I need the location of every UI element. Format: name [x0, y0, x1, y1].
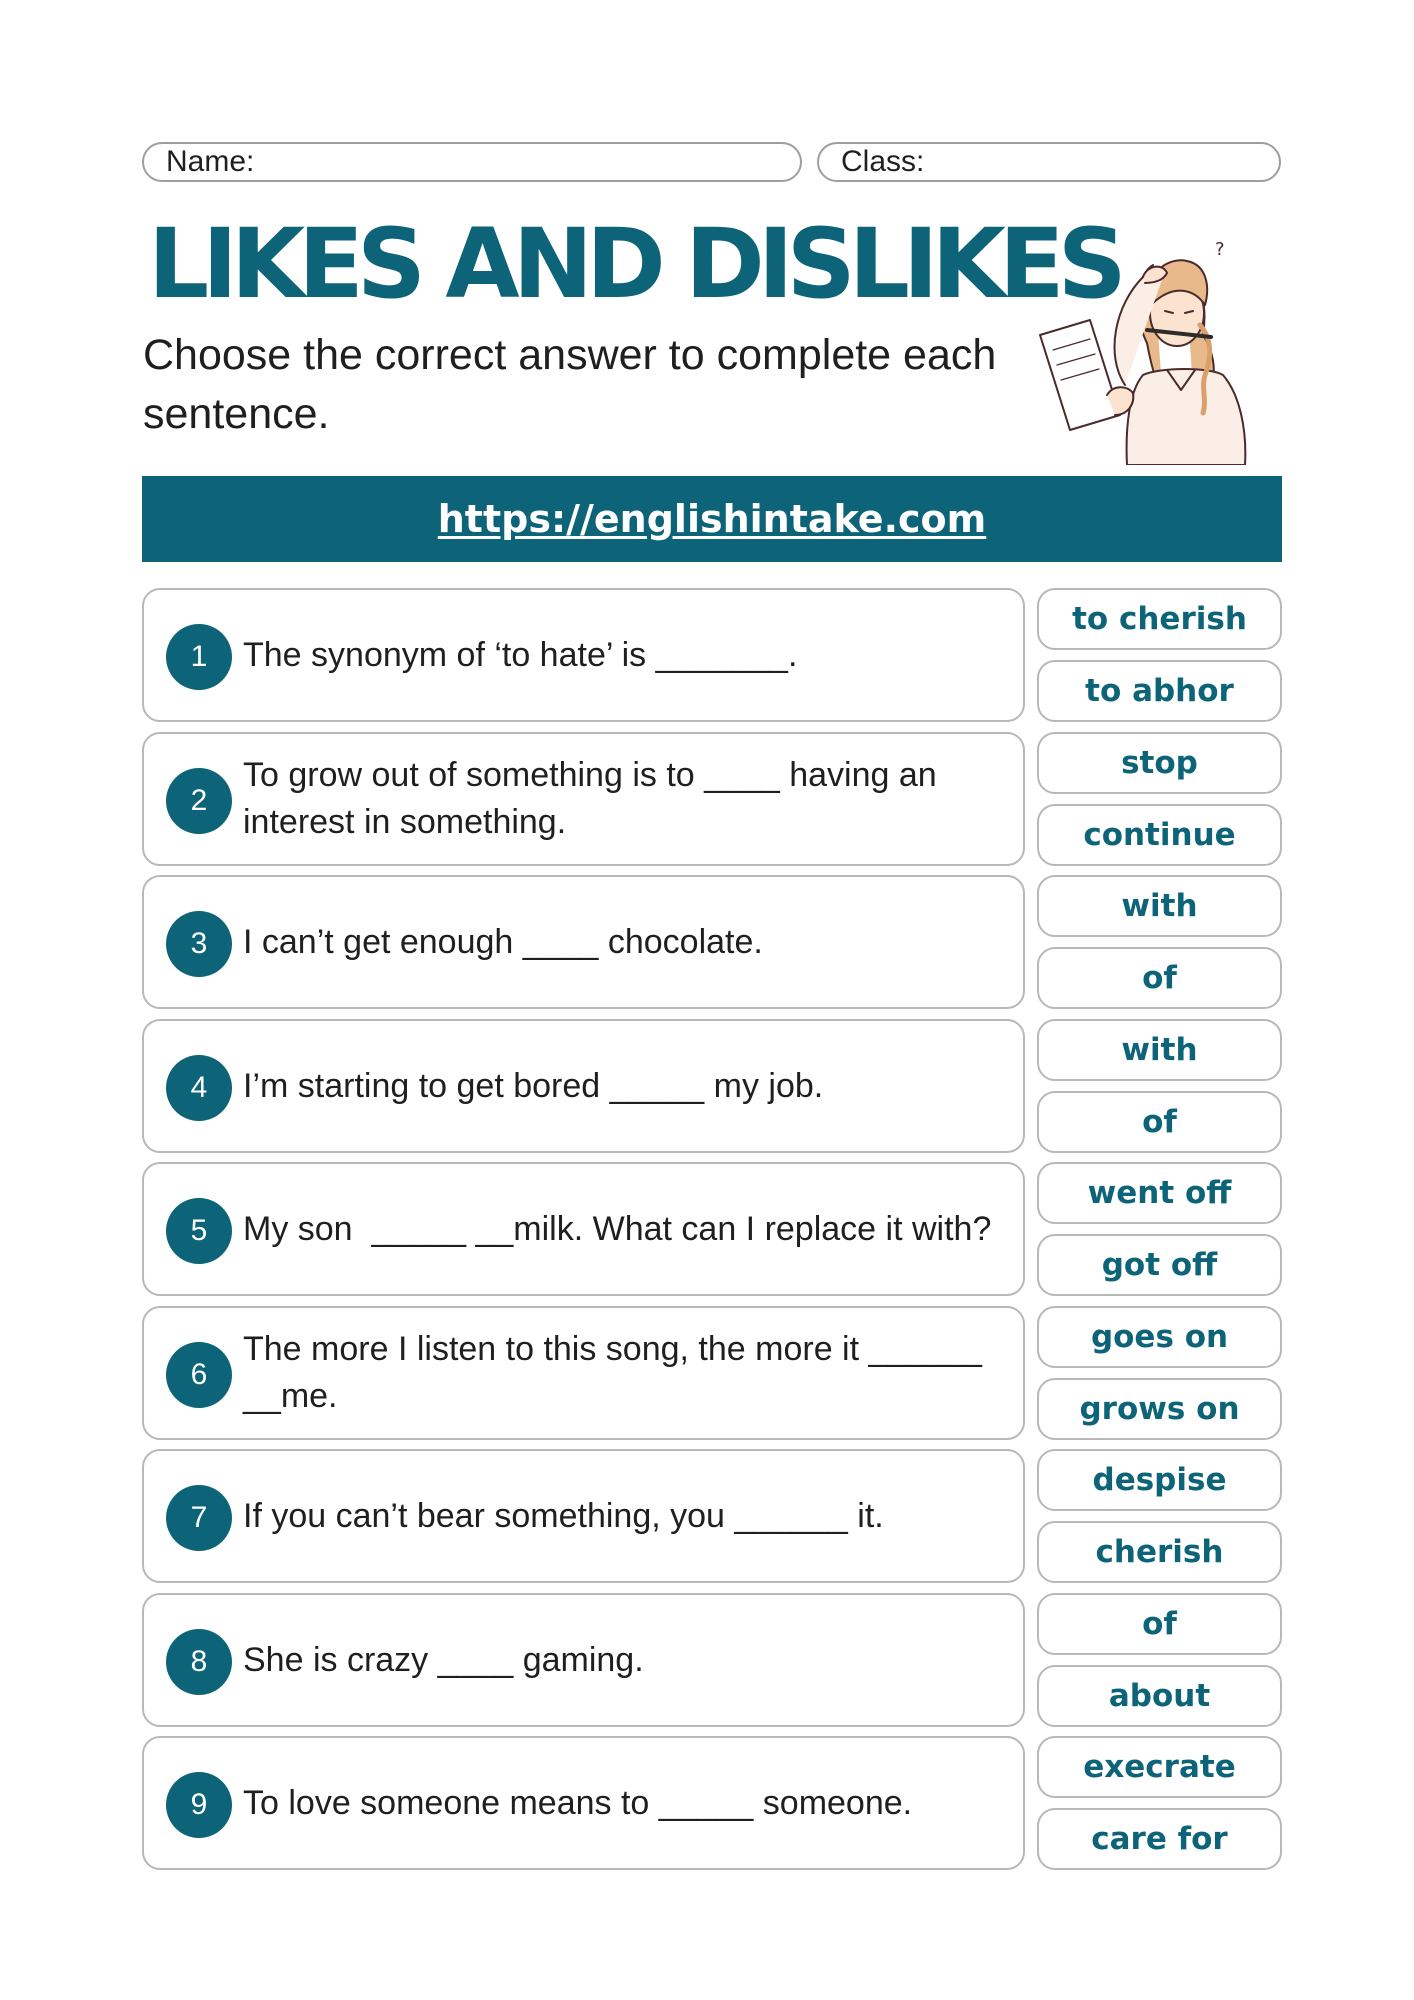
question-text: I’m starting to get bored _____ my job. — [243, 1066, 824, 1105]
answer-option[interactable]: of — [1037, 947, 1282, 1009]
question-number: 3 — [166, 911, 232, 977]
question-number: 9 — [166, 1772, 232, 1838]
question-row — [142, 875, 1025, 1009]
answer-option[interactable]: about — [1037, 1665, 1282, 1727]
thinking-girl-illustration — [1035, 225, 1270, 465]
answer-option[interactable]: went off — [1037, 1162, 1282, 1224]
question-number: 7 — [166, 1485, 232, 1551]
class-label: Class: — [841, 145, 925, 178]
answer-option[interactable]: cherish — [1037, 1521, 1282, 1583]
question-row — [142, 1736, 1025, 1870]
question-row — [142, 1019, 1025, 1153]
question-text: She is crazy ____ gaming. — [243, 1640, 644, 1679]
question-row — [142, 732, 1025, 866]
answer-option[interactable]: to cherish — [1037, 588, 1282, 650]
question-number: 5 — [166, 1198, 232, 1264]
answer-option[interactable]: grows on — [1037, 1378, 1282, 1440]
question-row — [142, 1593, 1025, 1727]
question-number: 2 — [166, 768, 232, 834]
question-text: I can’t get enough ____ chocolate. — [243, 922, 763, 961]
instructions: Choose the correct answer to complete each sentence. — [143, 331, 997, 438]
page-title: LIKES AND DISLIKES — [148, 208, 1120, 320]
answer-option[interactable]: of — [1037, 1091, 1282, 1153]
answer-option[interactable]: goes on — [1037, 1306, 1282, 1368]
question-text: My son _____ __milk. What can I replace it with? — [243, 1209, 992, 1248]
question-row — [142, 1306, 1025, 1440]
answer-option[interactable]: to abhor — [1037, 660, 1282, 722]
name-label: Name: — [166, 145, 255, 178]
url-banner — [142, 476, 1282, 562]
question-row — [142, 588, 1025, 722]
question-number: 1 — [166, 624, 232, 690]
answer-option[interactable]: execrate — [1037, 1736, 1282, 1798]
answer-option[interactable]: with — [1037, 1019, 1282, 1081]
question-text: The more I listen to this song, the more it ______ __me. — [243, 1330, 992, 1415]
answer-option[interactable]: care for — [1037, 1808, 1282, 1870]
svg-text:?: ? — [1215, 239, 1225, 260]
answer-option[interactable]: continue — [1037, 804, 1282, 866]
answer-option[interactable]: stop — [1037, 732, 1282, 794]
question-number: 8 — [166, 1629, 232, 1695]
question-number: 6 — [166, 1342, 232, 1408]
class-field[interactable] — [817, 142, 1281, 182]
question-text: To grow out of something is to ____ having an interest in something. — [243, 756, 947, 841]
answer-option[interactable]: of — [1037, 1593, 1282, 1655]
question-row — [142, 1449, 1025, 1583]
thinking-girl-icon — [1040, 239, 1245, 465]
answer-option[interactable]: despise — [1037, 1449, 1282, 1511]
answer-option[interactable]: got off — [1037, 1234, 1282, 1296]
question-text: To love someone means to _____ someone. — [243, 1783, 913, 1822]
question-row — [142, 1162, 1025, 1296]
question-text: The synonym of ‘to hate’ is _______. — [243, 635, 798, 674]
website-link[interactable]: https://englishintake.com — [437, 497, 987, 541]
question-text: If you can’t bear something, you ______ it. — [243, 1496, 884, 1535]
question-number: 4 — [166, 1055, 232, 1121]
answer-option[interactable]: with — [1037, 875, 1282, 937]
name-field[interactable] — [142, 142, 802, 182]
